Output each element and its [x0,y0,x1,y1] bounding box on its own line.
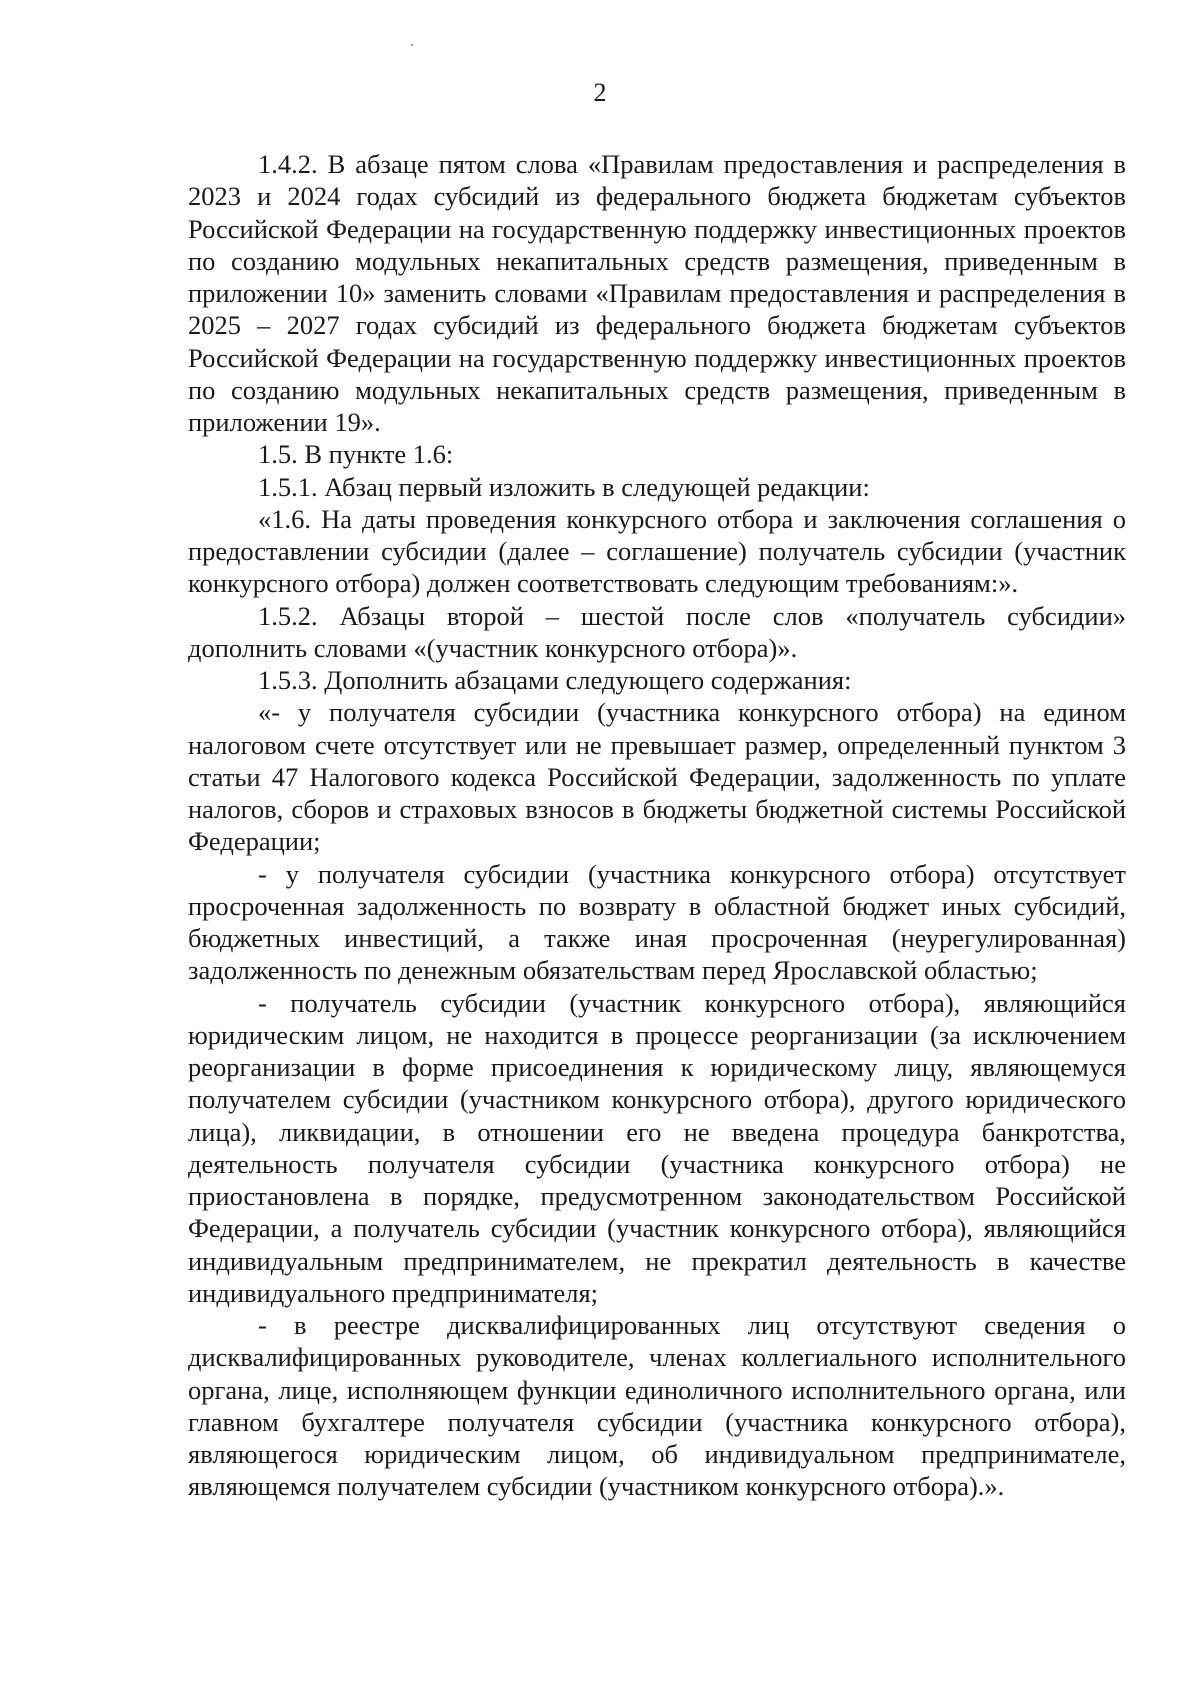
paragraph-1-5-3: 1.5.3. Дополнить абзацами следующего содержания: [258,665,852,695]
requirement-overdue-debt: - у получателя субсидии (участника конкурсного отбора) отсутствует просроченная задолженность по возврату в областной бюджет иных субсидий, бюджетных инвестиций, а также иная просроченная (неурегулированная) задолженность по денежным обязательствам перед Ярославской областью; [188,858,1126,986]
paragraph-1-5: 1.5. В пункте 1.6: [258,439,454,470]
requirement-disqualified-persons: - в реестре дисквалифицированных лиц отсутствуют сведения о дисквалифицированных руководителе, членах коллегиального исполнительного органа, лице, исполняющем функции единоличного исполнительного органа, или главном бухгалтере получателя субсидии (участника конкурсного отбора), являющегося юридическим лицом, об индивидуальном предпринимателе, являющемся получателем субсидии (участником конкурсного отбора).». [188,1310,1126,1502]
scan-speck [411,44,413,46]
requirement-tax-debt: «- у получателя субсидии (участника конкурсного отбора) на едином налоговом счете отсутствует или не превышает размер, определенный пунктом 3 статьи 47 Налогового кодекса Российской Федерации, задолженность по уплате налогов, сборов и страховых взносов в бюджеты бюджетной системы Российской Федерации; [188,697,1126,857]
page-number: 2 [593,78,607,107]
paragraph-1-4-2: 1.4.2. В абзаце пятом слова «Правилам предоставления и распределения в 2023 и 2024 годах субсидий из федерального бюджета бюджетам субъектов Российской Федерации на государственную поддержку инвестиционных проектов по созданию модульных некапитальных средств размещения, приведенным в приложении 10» заменить словами «Правилам предоставления и распределения в 2025 – 2027 годах субсидий из федерального бюджета бюджетам субъектов Российской Федерации на государственную поддержку инвестиционных проектов по созданию модульных некапитальных средств размещения, приведенным в приложении 19». [188,149,1126,437]
requirement-reorganization: - получатель субсидии (участник конкурсного отбора), являющийся юридическим лицом, не находится в процессе реорганизации (за исключением реорганизации в форме присоединения к юридическому лицу, являющемуся получателем субсидии (участником конкурсного отбора), другого юридического лица), ликвидации, в отношении его не введена процедура банкротства, деятельность получателя субсидии (участника конкурсного отбора) не приостановлена в порядке, предусмотренном законодательством Российской Федерации, а получатель субсидии (участник конкурсного отбора), являющийся индивидуальным предпринимателем, не прекратил деятельность в качестве индивидуального предпринимателя; [188,987,1126,1308]
paragraph-quoted-1-6: «1.6. На даты проведения конкурсного отбора и заключения соглашения о предоставлении субсидии (далее – соглашение) получатель субсидии (участник конкурсного отбора) должен соответствовать следующим требованиям:». [188,503,1126,599]
paragraph-1-5-1: 1.5.1. Абзац первый изложить в следующей редакции: [258,471,870,502]
paragraph-1-5-2: 1.5.2. Абзацы второй – шестой после слов «получатель субсидии» дополнить словами «(участник конкурсного отбора)». [188,600,1126,663]
document-body [188,148,1126,1503]
